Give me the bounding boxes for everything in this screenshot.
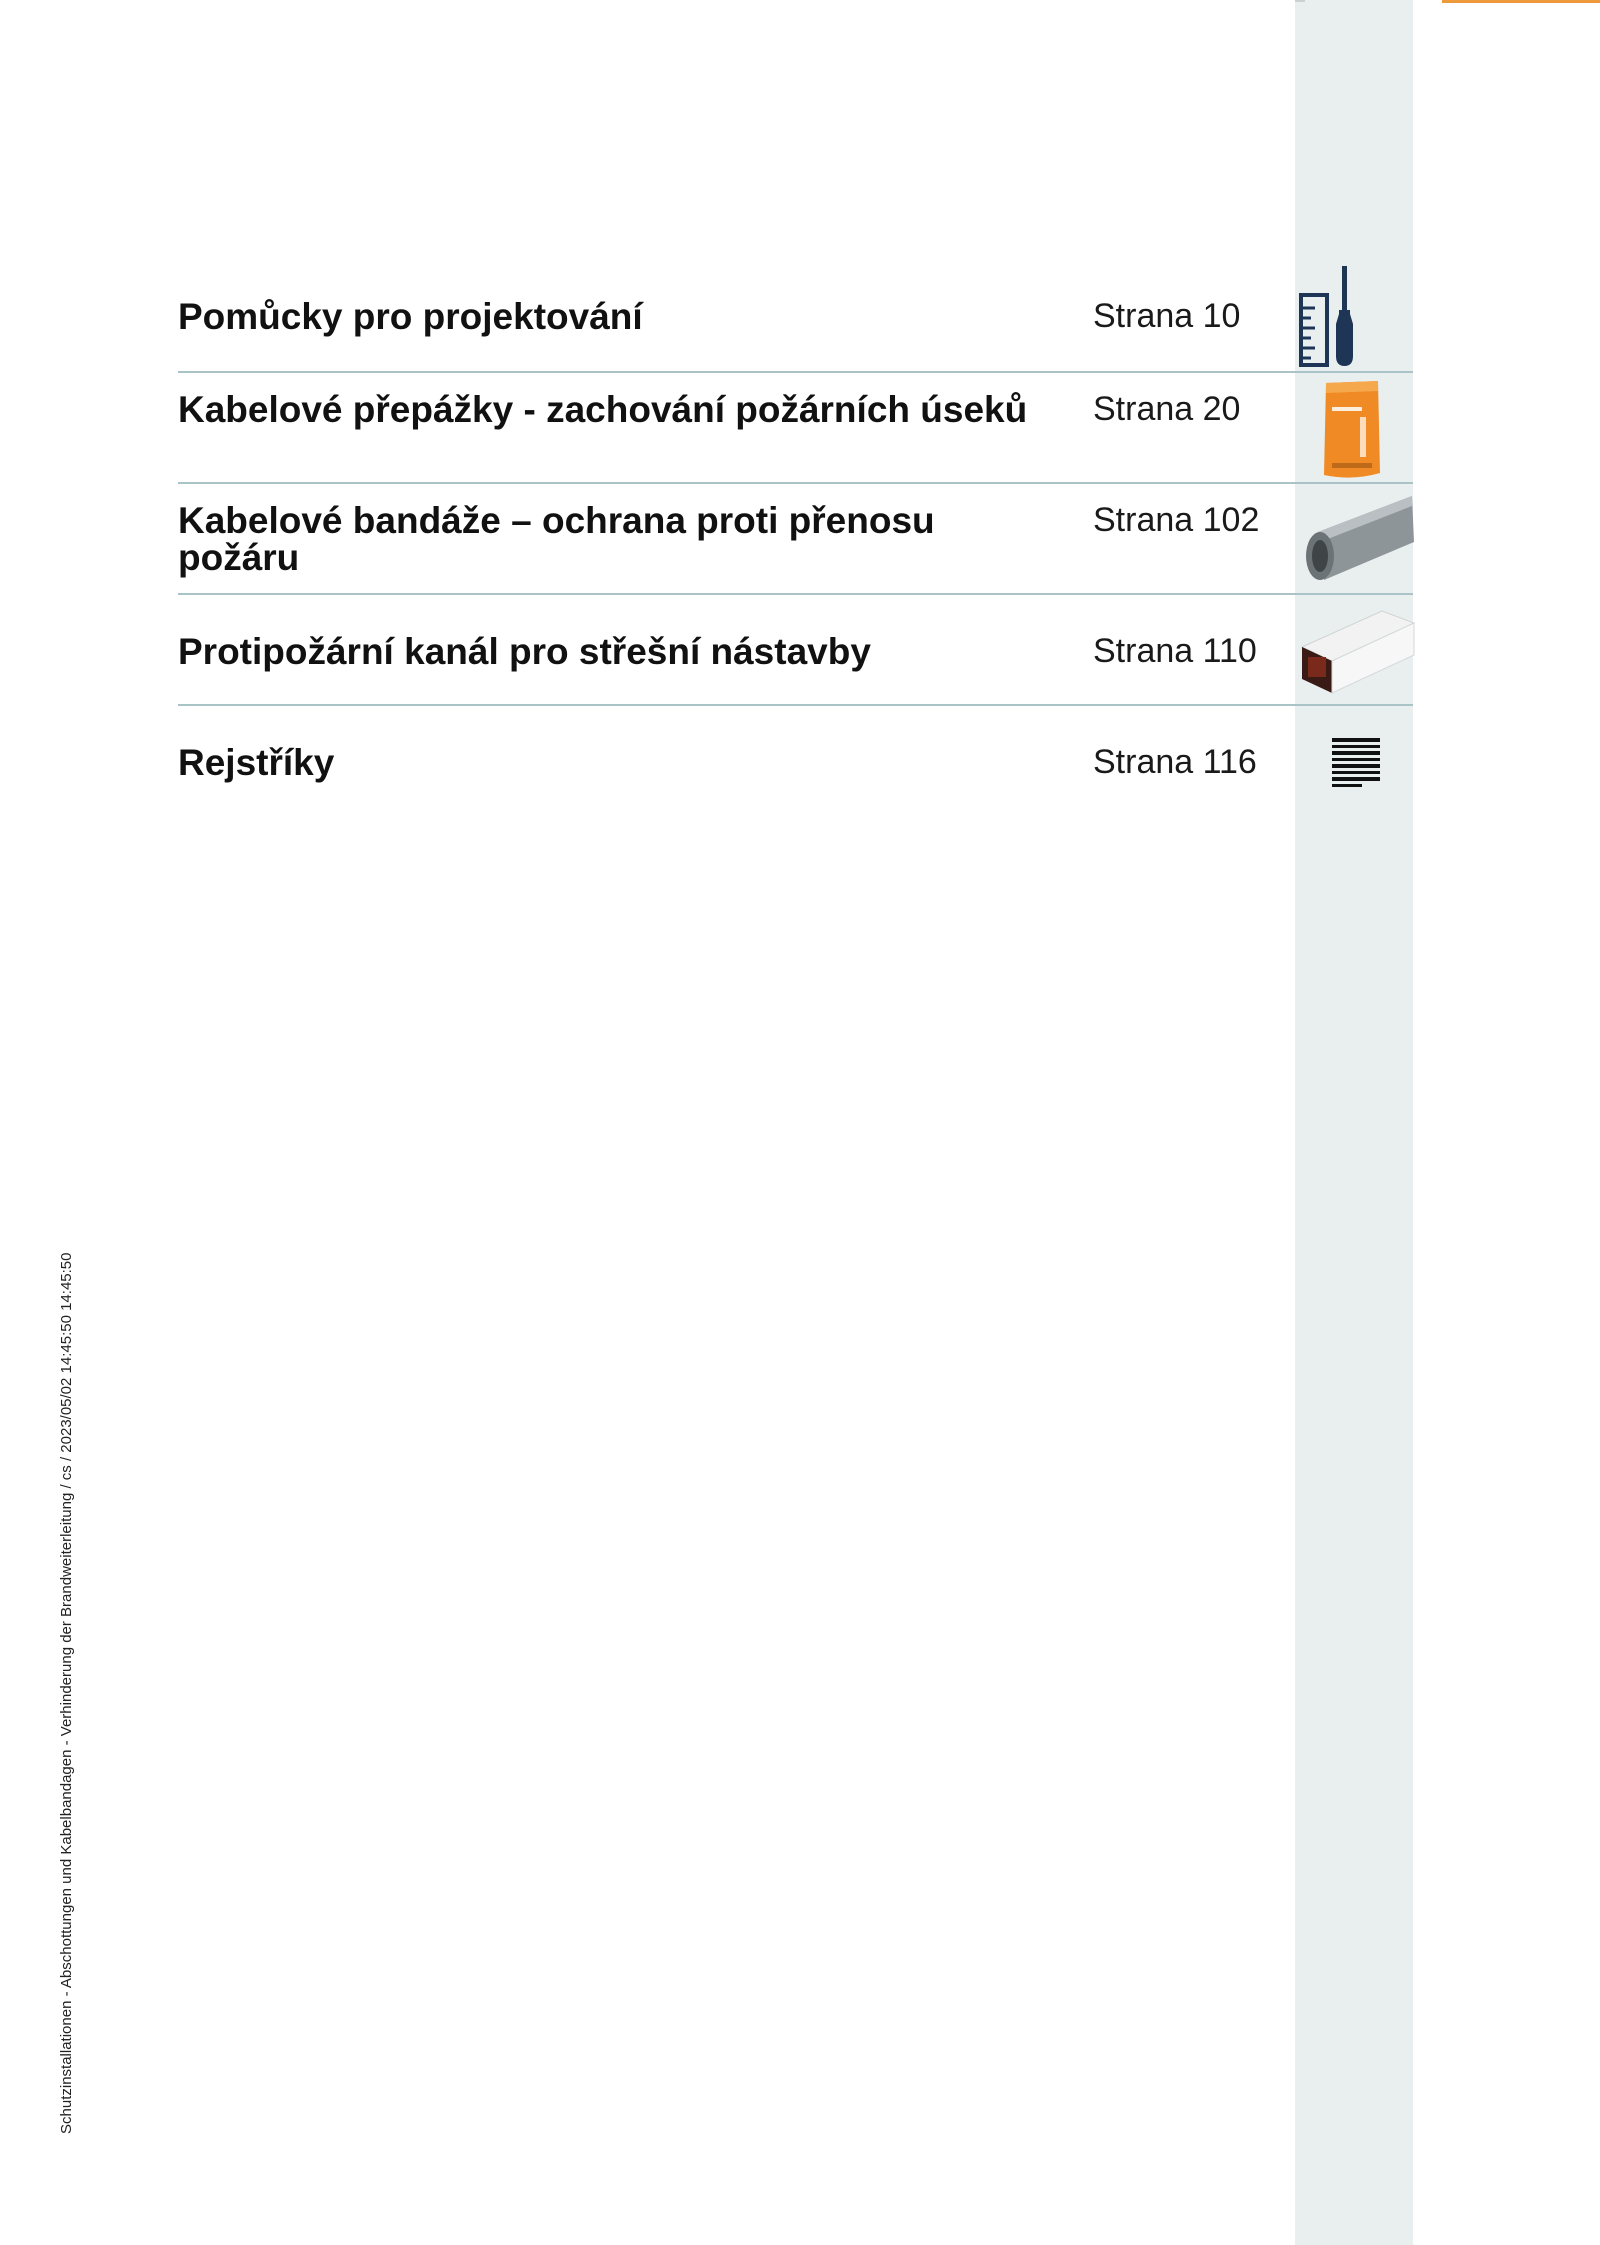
toc-divider (178, 371, 1413, 373)
mortar-bag-icon (1320, 377, 1384, 486)
toc-row-fire-duct[interactable] (178, 633, 1413, 703)
footer-vertical-text: Schutzinstallationen - Abschottungen und Kabelbandagen - Verhinderung der Brandweiterleitung / cs / 2023/05/02 14:45:50 14:45:50 (58, 1252, 75, 2134)
toc-page[interactable]: Strana 10 (1093, 297, 1241, 335)
bandage-roll-icon (1298, 494, 1416, 589)
toc-page[interactable]: Strana 116 (1093, 743, 1257, 781)
toc-row-cable-bandages[interactable] (178, 502, 1413, 592)
toc-divider (178, 704, 1413, 706)
toc-row-index[interactable] (178, 744, 1413, 814)
toc-title[interactable]: Pomůcky pro projektování (178, 296, 643, 337)
toc-title[interactable]: Kabelové bandáže – ochrana proti přenosu požáru (178, 500, 935, 578)
toc-title[interactable]: Kabelové přepážky - zachování požárních úseků (178, 389, 1028, 430)
toc-page[interactable]: Strana 110 (1093, 632, 1257, 670)
toc-page[interactable]: Strana 102 (1093, 501, 1260, 539)
toc-row-design-aids[interactable] (178, 298, 1413, 368)
ruler-screwdriver-icon (1295, 264, 1365, 373)
index-lines-icon (1330, 736, 1382, 797)
toc-title[interactable]: Rejstříky (178, 742, 335, 783)
top-accent-bar (1442, 0, 1600, 3)
top-mark (1295, 0, 1305, 2)
toc-divider (178, 593, 1413, 595)
toc-page[interactable]: Strana 20 (1093, 390, 1241, 428)
toc-row-cable-barriers[interactable] (178, 391, 1413, 481)
fire-duct-icon (1298, 607, 1416, 700)
toc-title[interactable]: Protipožární kanál pro střešní nástavby (178, 631, 871, 672)
toc-divider (178, 482, 1413, 484)
